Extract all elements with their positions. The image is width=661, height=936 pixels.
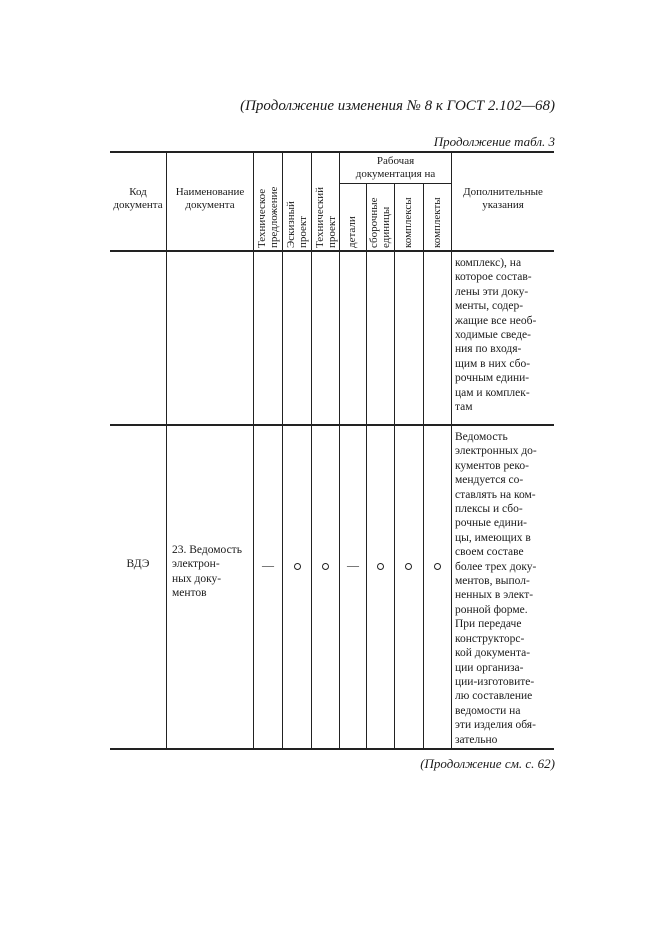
continuation-header: (Продолжение изменения № 8 к ГОСТ 2.102—68) [240, 98, 555, 114]
column-header-parts: детали [346, 216, 358, 248]
row-2-name: 23. Ведомость электрон- ных доку- ментов [172, 544, 242, 600]
mark-kits-dot [434, 563, 441, 570]
column-header-name: Наименование документа [175, 186, 245, 211]
column-header-tech-design: Технический проект [314, 187, 338, 248]
column-header-code: Код документа [113, 186, 163, 211]
mark-tech-design-dot [322, 563, 329, 570]
mark-complexes-dot [405, 563, 412, 570]
column-header-assembly-units: сборочные единицы [368, 197, 392, 248]
column-header-working-docs: Рабочая документация на [355, 155, 436, 180]
column-header-complexes: комплексы [402, 197, 414, 248]
table-continued-label: Продолжение табл. 3 [433, 134, 555, 149]
column-header-notes: Дополнительные указания [463, 186, 543, 211]
mark-draft-design-dot [294, 563, 301, 570]
column-header-kits: комплекты [431, 197, 443, 248]
column-header-draft-design: Эскизный проект [285, 201, 309, 248]
mark-tech-proposal: — [262, 558, 274, 572]
continued-footer: (Продолжение см. с. 62) [420, 756, 555, 771]
row-1-notes: комплекс), на которое состав- лены эти доку- менты, содер- жащие все необ- ходимые сведе- ния по входя- щим в них сбо- рочным едини- цам и комплек- там [455, 257, 537, 414]
mark-parts: — [347, 558, 359, 572]
mark-assembly-units-dot [377, 563, 384, 570]
row-2-code: ВДЭ [126, 558, 150, 570]
column-header-tech-proposal: Техническое предложение [256, 186, 280, 248]
row-2-notes: Ведомость электронных до- кументов реко- мендуется со- ставлять на ком- плексы и сбо- рочные едини- цы, имеющих в своем составе более трех доку- ментов, выпол- ненных в элект- ронной форме. При передаче конструкторс- кой документа- ции организа- ции-изготовите- лю составление ведомости на эти изделия обя- зательно [455, 431, 537, 746]
